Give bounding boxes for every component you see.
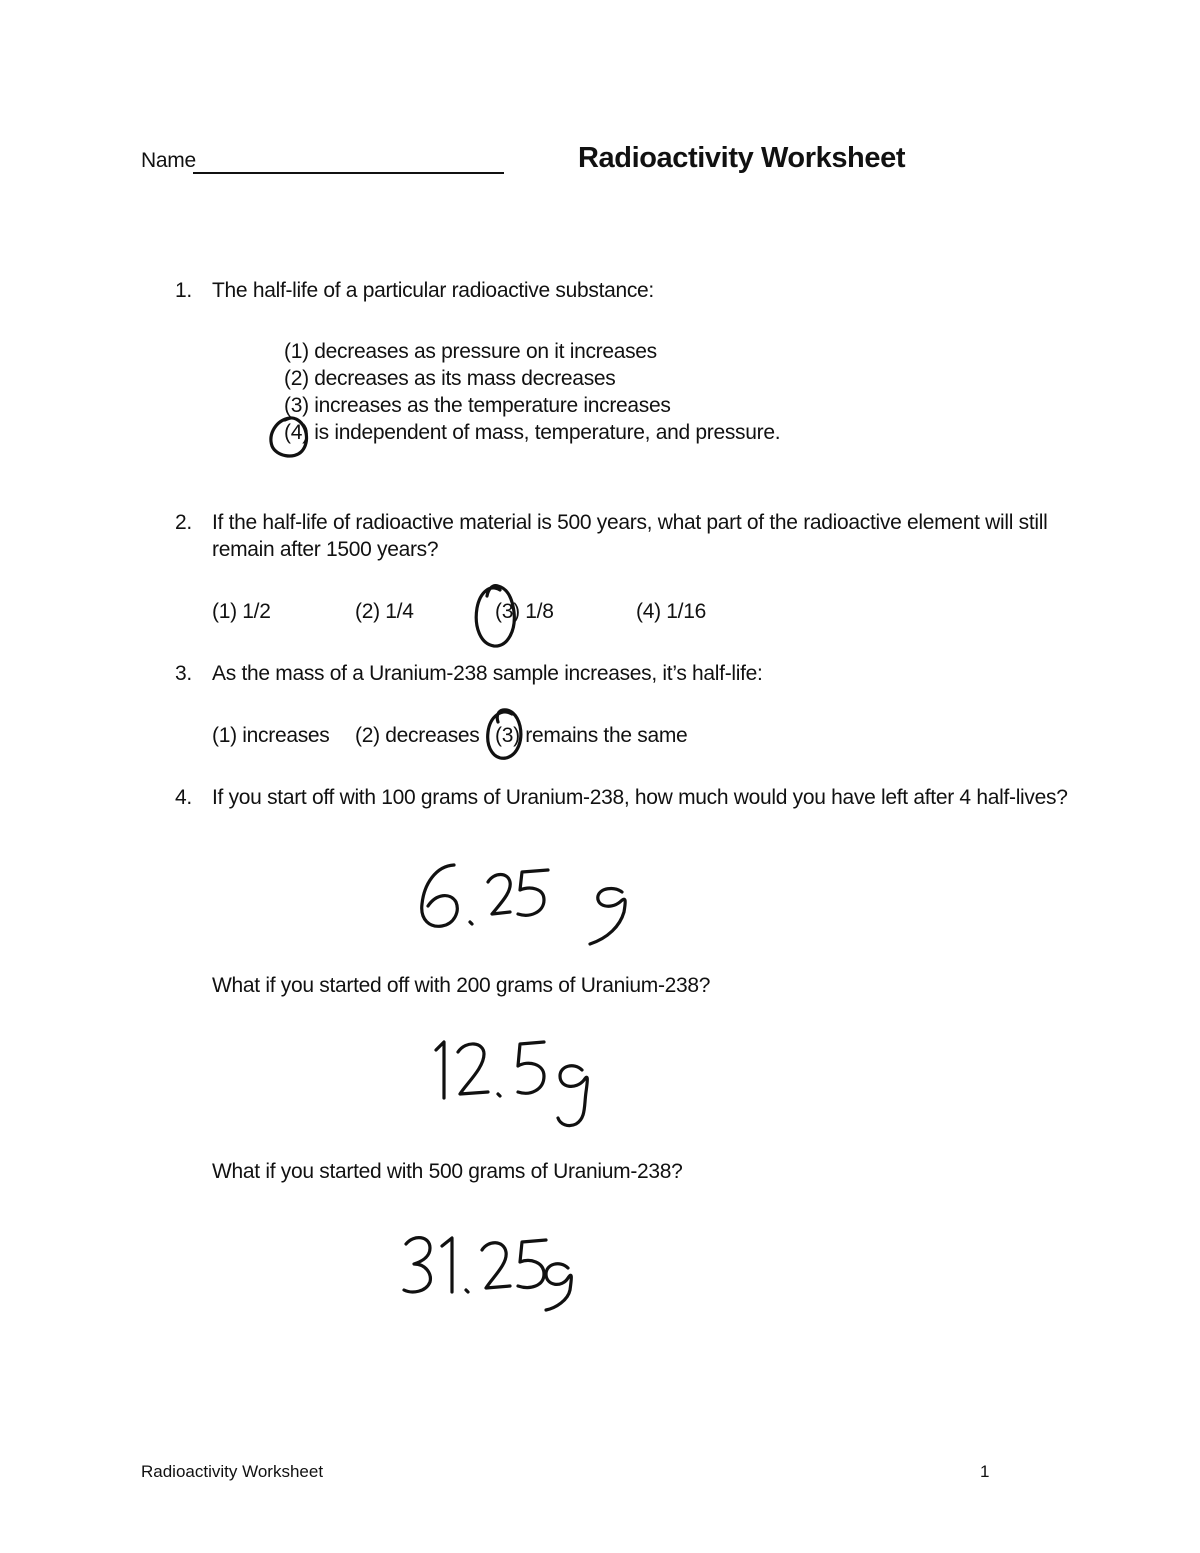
question-1-prompt: The half-life of a particular radioactive substance: — [212, 279, 654, 302]
q2-answer-circle — [476, 586, 514, 646]
q1-answer-circle — [271, 418, 307, 456]
footer-title: Radioactivity Worksheet — [141, 1462, 324, 1481]
question-2-option-3: (3) 1/8 — [495, 600, 554, 623]
question-4-prompt: If you start off with 100 grams of Uranium-238, how much would you have left after 4 half-lives? — [212, 786, 1068, 809]
question-2-option-4: (4) 1/16 — [636, 600, 706, 623]
question-1-option-4: (4) is independent of mass, temperature, and pressure. — [284, 421, 781, 444]
question-4-followup-2-prompt: What if you started with 500 grams of Uranium-238? — [212, 1160, 683, 1183]
question-2-option-2: (2) 1/4 — [355, 600, 414, 623]
handwritten-answer-6-25g — [422, 865, 625, 944]
question-1-option-3: (3) increases as the temperature increases — [284, 394, 671, 417]
question-4-followup-1-prompt: What if you started off with 200 grams of Uranium-238? — [212, 974, 711, 997]
question-3-prompt: As the mass of a Uranium-238 sample increases, it’s half-life: — [212, 662, 763, 685]
worksheet-title: Radioactivity Worksheet — [578, 142, 906, 174]
question-3-option-1: (1) increases — [212, 724, 330, 747]
question-3-number: 3. — [175, 662, 192, 685]
q3-answer-circle — [488, 710, 521, 758]
question-1-option-1: (1) decreases as pressure on it increases — [284, 340, 657, 363]
question-2-option-1: (1) 1/2 — [212, 600, 271, 623]
question-3-option-3: (3) remains the same — [495, 724, 688, 747]
handwritten-answer-31-25g — [404, 1238, 571, 1310]
question-2-prompt-line-2: remain after 1500 years? — [212, 538, 439, 561]
question-2-number: 2. — [175, 511, 192, 534]
name-label: Name — [141, 149, 196, 172]
page-number: 1 — [980, 1462, 990, 1481]
handwritten-answer-12-5g — [436, 1042, 587, 1126]
question-4-number: 4. — [175, 786, 192, 809]
question-1-number: 1. — [175, 279, 192, 302]
question-2-prompt-line-1: If the half-life of radioactive material is 500 years, what part of the radioactive element will still — [212, 511, 1048, 534]
question-1-option-2: (2) decreases as its mass decreases — [284, 367, 616, 390]
question-3-option-2: (2) decreases — [355, 724, 480, 747]
